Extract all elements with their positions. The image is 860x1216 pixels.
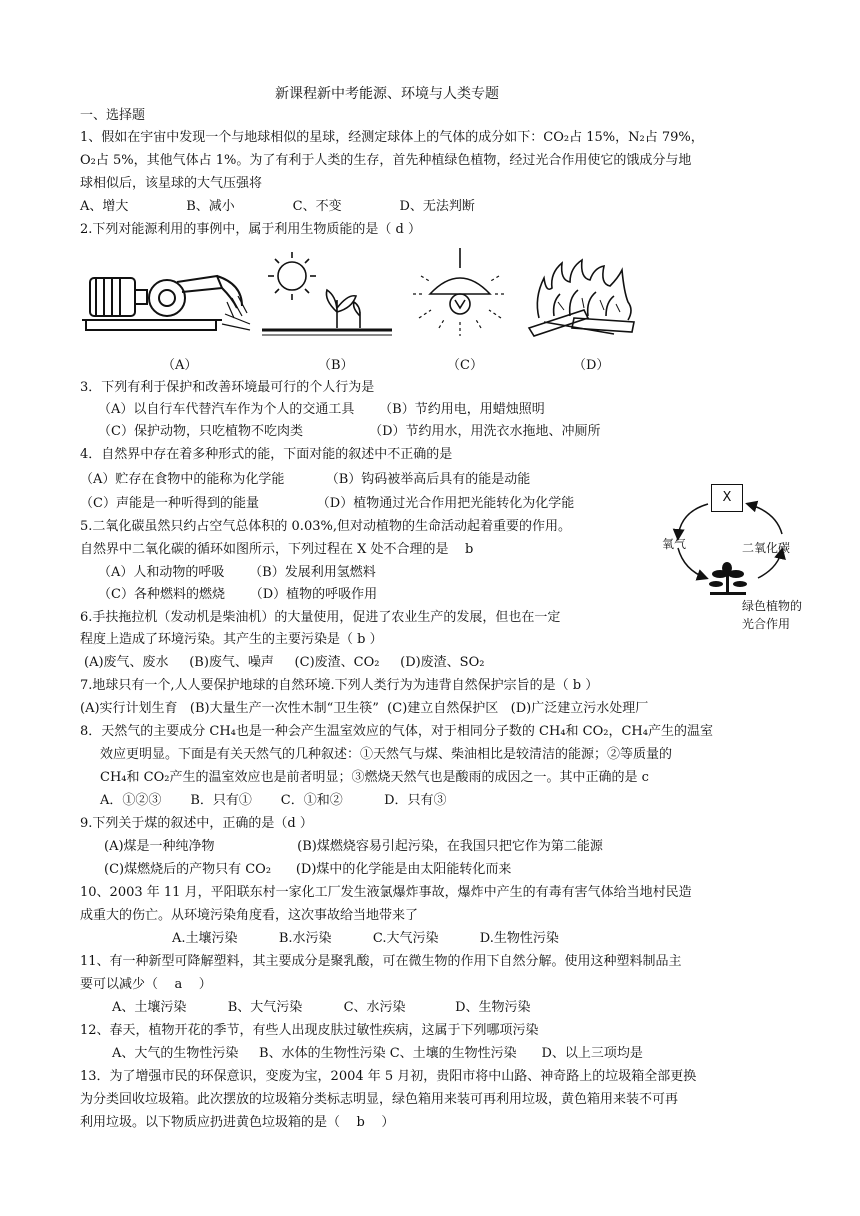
q9-stem: 9.下列关于煤的叙述中，正确的是（d ） bbox=[80, 816, 313, 831]
q3-stem: 3．下列有利于保护和改善环境最可行的个人行为是 bbox=[80, 380, 375, 395]
q7-options: (A)实行计划生育 (B)大量生产一次性木制“卫生筷” (C)建立自然保护区 (D)广泛建立污水处理厂 bbox=[80, 701, 649, 716]
q11-line-2: 要可以减少（ a ） bbox=[80, 977, 212, 992]
diagram-oxygen-label: 氧气 bbox=[662, 537, 687, 551]
q7-stem: 7.地球只有一个,人人要保护地球的自然环境.下列人类行为为违背自然保护宗旨的是（ b ） bbox=[80, 678, 599, 693]
q9-options-2: (C)煤燃烧后的产物只有 CO₂ (D)煤中的化学能是由太阳能转化而来 bbox=[104, 862, 512, 877]
bonfire-icon bbox=[524, 258, 644, 340]
q10-options: A.土壤污染 B.水污染 C.大气污染 D.生物性污染 bbox=[172, 931, 559, 946]
q12-stem: 12、春天，植物开花的季节，有些人出现皮肤过敏性疾病，这属于下列哪项污染 bbox=[80, 1023, 539, 1038]
q4-stem: 4．自然界中存在着多种形式的能，下面对能的叙述中不正确的是 bbox=[80, 447, 453, 462]
q5-line-2: 自然界中二氧化碳的循环如图所示，下列过程在 X 处不合理的是 b bbox=[80, 542, 474, 557]
diagram-co2-label: 二氧化碳 bbox=[742, 541, 791, 555]
light-bulb-icon bbox=[405, 248, 515, 340]
q1-line-1: 1、假如在宇宙中发现一个与地球相似的星球，经测定球体上的气体的成分如下：CO₂占 15%，N₂占 79%， bbox=[80, 130, 704, 145]
q3-options-2: （C）保护动物，只吃植物不吃肉类 （D）节约用水，用洗衣水拖地、冲厕所 bbox=[98, 424, 601, 439]
sun-plant-icon bbox=[262, 250, 392, 340]
q6-line-1: 6.手扶拖拉机（发动机是柴油机）的大量使用，促进了农业生产的发展，但也在一定 bbox=[80, 610, 561, 625]
section-heading: 一、选择题 bbox=[80, 108, 146, 123]
pump-machine-icon bbox=[82, 258, 252, 338]
caption-c: （C） bbox=[447, 358, 483, 373]
q6-options: (A)废气、废水 (B)废气、噪声 (C)废渣、CO₂ (D)废渣、SO₂ bbox=[84, 655, 485, 670]
q9-options-1: (A)煤是一种纯净物 (B)煤燃烧容易引起污染，在我国只把它作为第二能源 bbox=[104, 839, 603, 854]
q11-options: A、土壤污染 B、大气污染 C、水污染 D、生物污染 bbox=[112, 1000, 531, 1015]
caption-b: （B） bbox=[318, 358, 354, 373]
q1-line-2: O₂占 5%，其他气体占 1%。为了有利于人类的生存，首先种植绿色植物，经过光合作用使它的饿成分与地 bbox=[80, 153, 692, 168]
caption-d: （D） bbox=[573, 358, 610, 373]
q10-line-1: 10、2003 年 11 月，平阳联东村一家化工厂发生液氯爆炸事故，爆炸中产生的有毒有害气体给当地村民造 bbox=[80, 885, 692, 900]
diagram-x-box: X bbox=[711, 484, 743, 512]
q6-line-2: 程度上造成了环境污染。其产生的主要污染是（ b ） bbox=[80, 632, 383, 647]
q8-line-2: 效应更明显。下面是有关天然气的几种叙述：①天然气与煤、柴油相比是较清洁的能源；②等质量的 bbox=[100, 747, 673, 762]
caption-a: （A） bbox=[162, 358, 198, 373]
q5-options-1: （A）人和动物的呼吸 （B）发展利用氢燃料 bbox=[98, 565, 376, 580]
q13-line-3: 利用垃圾。以下物质应扔进黄色垃圾箱的是（ b ） bbox=[80, 1115, 395, 1130]
q8-options: A．①②③ B．只有① C．①和② D．只有③ bbox=[100, 793, 447, 808]
q1-line-3: 球相似后，该星球的大气压强将 bbox=[80, 176, 263, 191]
q3-options-1: （A）以自行车代替汽车作为个人的交通工具 （B）节约用电，用蜡烛照明 bbox=[98, 402, 545, 417]
q13-line-2: 为分类回收垃圾箱。此次摆放的垃圾箱分类标志明显，绿色箱用来装可再利用垃圾，黄色箱用来装不可再 bbox=[80, 1092, 679, 1107]
q4-options-1: （A）贮存在食物中的能称为化学能 （B）钩码被举高后具有的能是动能 bbox=[80, 472, 531, 487]
q10-line-2: 成重大的伤亡。从环境污染角度看，这次事故给当地带来了 bbox=[80, 908, 419, 923]
q5-options-2: （C）各种燃料的燃烧 （D）植物的呼吸作用 bbox=[98, 587, 378, 602]
diagram-plant-label-1: 绿色植物的 bbox=[742, 599, 803, 613]
q13-line-1: 13．为了增强市民的环保意识，变废为宝，2004 年 5 月初，贵阳市将中山路、神奇路上的垃圾箱全部更换 bbox=[80, 1069, 697, 1084]
q11-line-1: 11、有一种新型可降解塑料，其主要成分是聚乳酸，可在微生物的作用下自然分解。使用这种塑料制品主 bbox=[80, 954, 682, 969]
q8-line-3: CH₄和 CO₂产生的温室效应也是前者明显；③燃烧天然气也是酸雨的成因之一。其中正确的是 c bbox=[100, 770, 649, 785]
q1-options: A、增大 B、减小 C、不变 D、无法判断 bbox=[80, 199, 475, 214]
q4-options-2: （C）声能是一种听得到的能量 （D）植物通过光合作用把光能转化为化学能 bbox=[80, 496, 575, 511]
q5-line-1: 5.二氧化碳虽然只约占空气总体积的 0.03%,但对动植物的生命活动起着重要的作用。 bbox=[80, 519, 571, 534]
diagram-plant-label-2: 光合作用 bbox=[742, 617, 791, 631]
q12-options: A、大气的生物性污染 B、水体的生物性污染 C、土壤的生物性污染 D、以上三项均是 bbox=[112, 1046, 643, 1061]
page-title: 新课程新中考能源、环境与人类专题 bbox=[275, 86, 499, 102]
q8-line-1: 8．天然气的主要成分 CH₄也是一种会产生温室效应的气体，对于相同分子数的 CH₄和 CO₂，CH₄产生的温室 bbox=[80, 724, 713, 739]
q2-stem: 2.下列对能源利用的事例中，属于利用生物质能的是（ d ） bbox=[80, 222, 421, 237]
